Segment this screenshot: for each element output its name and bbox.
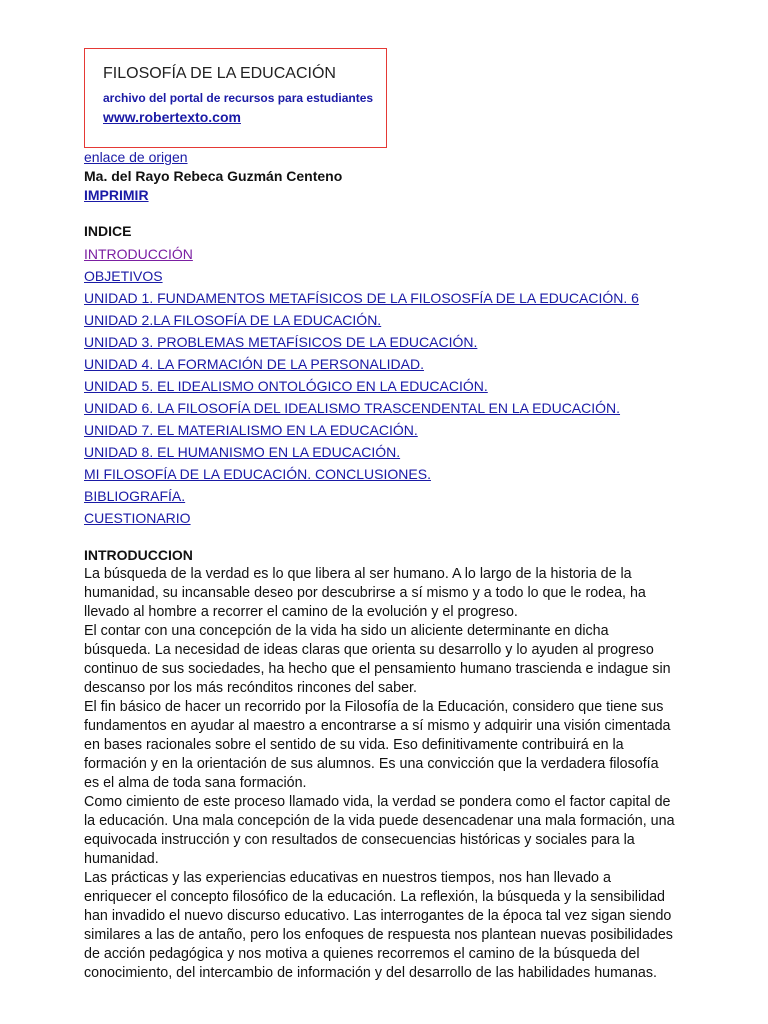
intro-line: fundamentos en ayudar al maestro a encontrarse a sí mismo y adquirir una visión cimentada bbox=[84, 718, 671, 734]
intro-line: descanso por los más recónditos rincones del saber. bbox=[84, 680, 417, 696]
intro-line: han invadido el nuevo discurso educativo. Las interrogantes de la época tal vez sigan siendo bbox=[84, 908, 672, 924]
intro-line: de acción pedagógica y nos motiva a quienes recorremos el camino de la búsqueda del bbox=[84, 946, 640, 962]
index-item-unidad-2[interactable]: UNIDAD 2.LA FILOSOFÍA DE LA EDUCACIÓN. bbox=[84, 312, 382, 328]
index-list bbox=[84, 243, 734, 529]
index-title: INDICE bbox=[84, 223, 132, 239]
index-item-unidad-6[interactable]: UNIDAD 6. LA FILOSOFÍA DEL IDEALISMO TRASCENDENTAL EN LA EDUCACIÓN. bbox=[84, 400, 621, 416]
intro-line: Como cimiento de este proceso llamado vida, la verdad se pondera como el factor capital de bbox=[84, 794, 671, 810]
intro-line: La búsqueda de la verdad es lo que libera al ser humano. A lo largo de la historia de la bbox=[84, 566, 632, 582]
intro-line: llevado al hombre a recorrer el camino de la evolución y el progreso. bbox=[84, 604, 518, 620]
print-link[interactable]: IMPRIMIR bbox=[84, 187, 149, 203]
index-item-unidad-1[interactable]: UNIDAD 1. FUNDAMENTOS METAFÍSICOS DE LA FILOSOSFÍA DE LA EDUCACIÓN. 6 bbox=[84, 290, 639, 306]
index-item-unidad-3[interactable]: UNIDAD 3. PROBLEMAS METAFÍSICOS DE LA EDUCACIÓN. bbox=[84, 334, 478, 350]
intro-title: INTRODUCCION bbox=[84, 547, 193, 563]
site-title: FILOSOFÍA DE LA EDUCACIÓN bbox=[103, 65, 336, 82]
source-link[interactable]: enlace de origen bbox=[84, 149, 188, 165]
index-item-introduccion[interactable]: INTRODUCCIÓN bbox=[84, 246, 193, 262]
intro-line: equivocada instrucción y con resultados de consecuencias históricas y sociales para la bbox=[84, 832, 635, 848]
index-item-unidad-8[interactable]: UNIDAD 8. EL HUMANISMO EN LA EDUCACIÓN. bbox=[84, 444, 401, 460]
intro-line: humanidad, su incansable deseo por descubrirse a sí mismo y a todo lo que le rodea, ha bbox=[84, 585, 646, 601]
intro-line: conocimiento, del intercambio de información y del desarrollo de las habilidades humanas. bbox=[84, 965, 657, 981]
intro-line: humanidad. bbox=[84, 851, 159, 867]
intro-body bbox=[84, 565, 734, 983]
site-subtitle: archivo del portal de recursos para estudiantes bbox=[103, 91, 374, 105]
intro-line: El fin básico de hacer un recorrido por la Filosofía de la Educación, considero que tiene sus bbox=[84, 699, 664, 715]
index-item-unidad-5[interactable]: UNIDAD 5. EL IDEALISMO ONTOLÓGICO EN LA EDUCACIÓN. bbox=[84, 378, 488, 394]
intro-line: en bases racionales sobre el sentido de su vida. Eso definitivamente contribuirá en la bbox=[84, 737, 624, 753]
intro-line: la educación. Una mala concepción de la vida puede desencadenar una mala formación, una bbox=[84, 813, 675, 829]
index-item-conclusiones[interactable]: MI FILOSOFÍA DE LA EDUCACIÓN. CONCLUSIONES. bbox=[84, 466, 431, 482]
document-content bbox=[84, 148, 734, 983]
intro-line: similares a las de antaño, pero los enfoques de respuesta nos plantean nuevas posibilidades bbox=[84, 927, 673, 943]
author-name: Ma. del Rayo Rebeca Guzmán Centeno bbox=[84, 168, 343, 184]
intro-line: formación y en la orientación de sus alumnos. Es una convicción que la verdadera filosofía bbox=[84, 756, 659, 772]
intro-line: El contar con una concepción de la vida ha sido un aliciente determinante en dicha bbox=[84, 623, 609, 639]
intro-line: Las prácticas y las experiencias educativas en nuestros tiempos, nos han llevado a bbox=[84, 870, 611, 886]
intro-line: es el alma de toda sana formación. bbox=[84, 775, 307, 791]
index-item-unidad-7[interactable]: UNIDAD 7. EL MATERIALISMO EN LA EDUCACIÓN. bbox=[84, 422, 418, 438]
intro-line: enriquecer el concepto filosófico de la educación. La reflexión, la búsqueda y la sensibilidad bbox=[84, 889, 665, 905]
index-item-unidad-4[interactable]: UNIDAD 4. LA FORMACIÓN DE LA PERSONALIDAD. bbox=[84, 356, 424, 372]
index-item-objetivos[interactable]: OBJETIVOS bbox=[84, 268, 163, 284]
intro-line: búsqueda. La necesidad de ideas claras que orienta su desarrollo y lo ayuden al progreso bbox=[84, 642, 654, 658]
site-url-link[interactable]: www.robertexto.com bbox=[103, 109, 241, 125]
index-item-bibliografia[interactable]: BIBLIOGRAFÍA. bbox=[84, 488, 186, 504]
index-item-cuestionario[interactable]: CUESTIONARIO bbox=[84, 510, 191, 526]
header-box bbox=[84, 48, 387, 148]
intro-line: continuo de sus sociedades, ha hecho que el pensamiento humano trascienda e indague sin bbox=[84, 661, 671, 677]
